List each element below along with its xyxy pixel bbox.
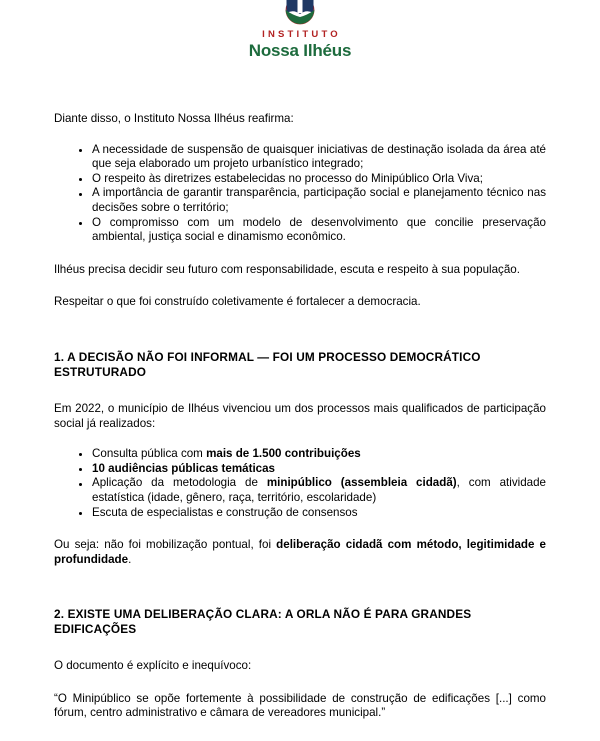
list-item: A importância de garantir transparência, participação social e planejamento técnico nas decisões sobre o território;	[54, 186, 546, 215]
paragraph-ilheus-futuro: Ilhéus precisa decidir seu futuro com responsabilidade, escuta e respeito à sua população.	[54, 262, 520, 276]
list-item: A necessidade de suspensão de quaisquer iniciativas de destinação isolada da área até que seja elaborado um projeto urbanístico integrado;	[54, 143, 546, 172]
institute-emblem-icon	[267, 0, 333, 28]
organization-logo-header	[0, 0, 600, 62]
paragraph-respeitar-democracia: Respeitar o que foi construído coletivamente é fortalecer a democracia.	[54, 295, 421, 309]
section-2-paragraph: O documento é explícito e inequívoco:	[54, 659, 252, 673]
closing-text-bold: deliberação cidadã com método, legitimidade e profundidade	[54, 538, 546, 566]
section-2-heading-line-1: 2. EXISTE UMA DELIBERAÇÃO CLARA: A ORLA NÃO É PARA GRANDES	[54, 607, 472, 622]
bullet-text-bold: 10 audiências públicas temáticas	[92, 461, 276, 475]
section-1-heading	[54, 350, 546, 380]
closing-text-pre: Ou seja: não foi mobilização pontual, foi	[54, 538, 277, 552]
logo-instituto-label: INSTITUTO	[262, 29, 341, 40]
section-2-quote: “O Minipúblico se opõe fortemente à possibilidade de construção de edificações [...] como fórum, centro administrativo e câmara de vereadores municipal.”	[54, 691, 546, 720]
list-item	[54, 462, 546, 477]
section-1-closing-paragraph	[54, 538, 546, 567]
section-2-heading	[54, 607, 546, 637]
list-item: O compromisso com um modelo de desenvolvimento que concilie preservação ambiental, justiça social e dinamismo econômico.	[54, 216, 546, 245]
bullet-text-pre: Escuta de especialistas e construção de consensos	[92, 505, 358, 519]
bullet-text-post: , com atividade estatística (idade, gênero, raça, território, escolaridade)	[92, 476, 546, 504]
intro-bullet-list	[54, 143, 546, 245]
bullet-text-pre: Consulta pública com	[92, 447, 207, 461]
section-1-heading-line-1: 1. A DECISÃO NÃO FOI INFORMAL — FOI UM PROCESSO DEMOCRÁTICO	[54, 349, 481, 364]
document-body	[54, 112, 546, 721]
section-1-heading-line-2: ESTRUTURADO	[54, 364, 147, 379]
section-1-paragraph: Em 2022, o município de Ilhéus vivenciou um dos processos mais qualificados de participação social já realizados:	[54, 401, 546, 430]
bullet-text-bold: mais de 1.500 contribuições	[206, 447, 361, 461]
logo-organization-name: Nossa Ilhéus	[248, 40, 352, 60]
section-2-heading-line-2: EDIFICAÇÕES	[54, 622, 137, 637]
bullet-text-pre: Aplicação da metodologia de	[92, 476, 267, 490]
closing-text-post: .	[128, 552, 132, 566]
intro-paragraph: Diante disso, o Instituto Nossa Ilhéus reafirma:	[54, 112, 294, 125]
list-item	[54, 447, 546, 462]
list-item	[54, 506, 546, 521]
list-item	[54, 476, 546, 505]
bullet-text-bold: minipúblico (assembleia cidadã)	[266, 476, 457, 490]
list-item: O respeito às diretrizes estabelecidas no processo do Minipúblico Orla Viva;	[54, 172, 546, 187]
section-1-bullet-list	[54, 447, 546, 520]
